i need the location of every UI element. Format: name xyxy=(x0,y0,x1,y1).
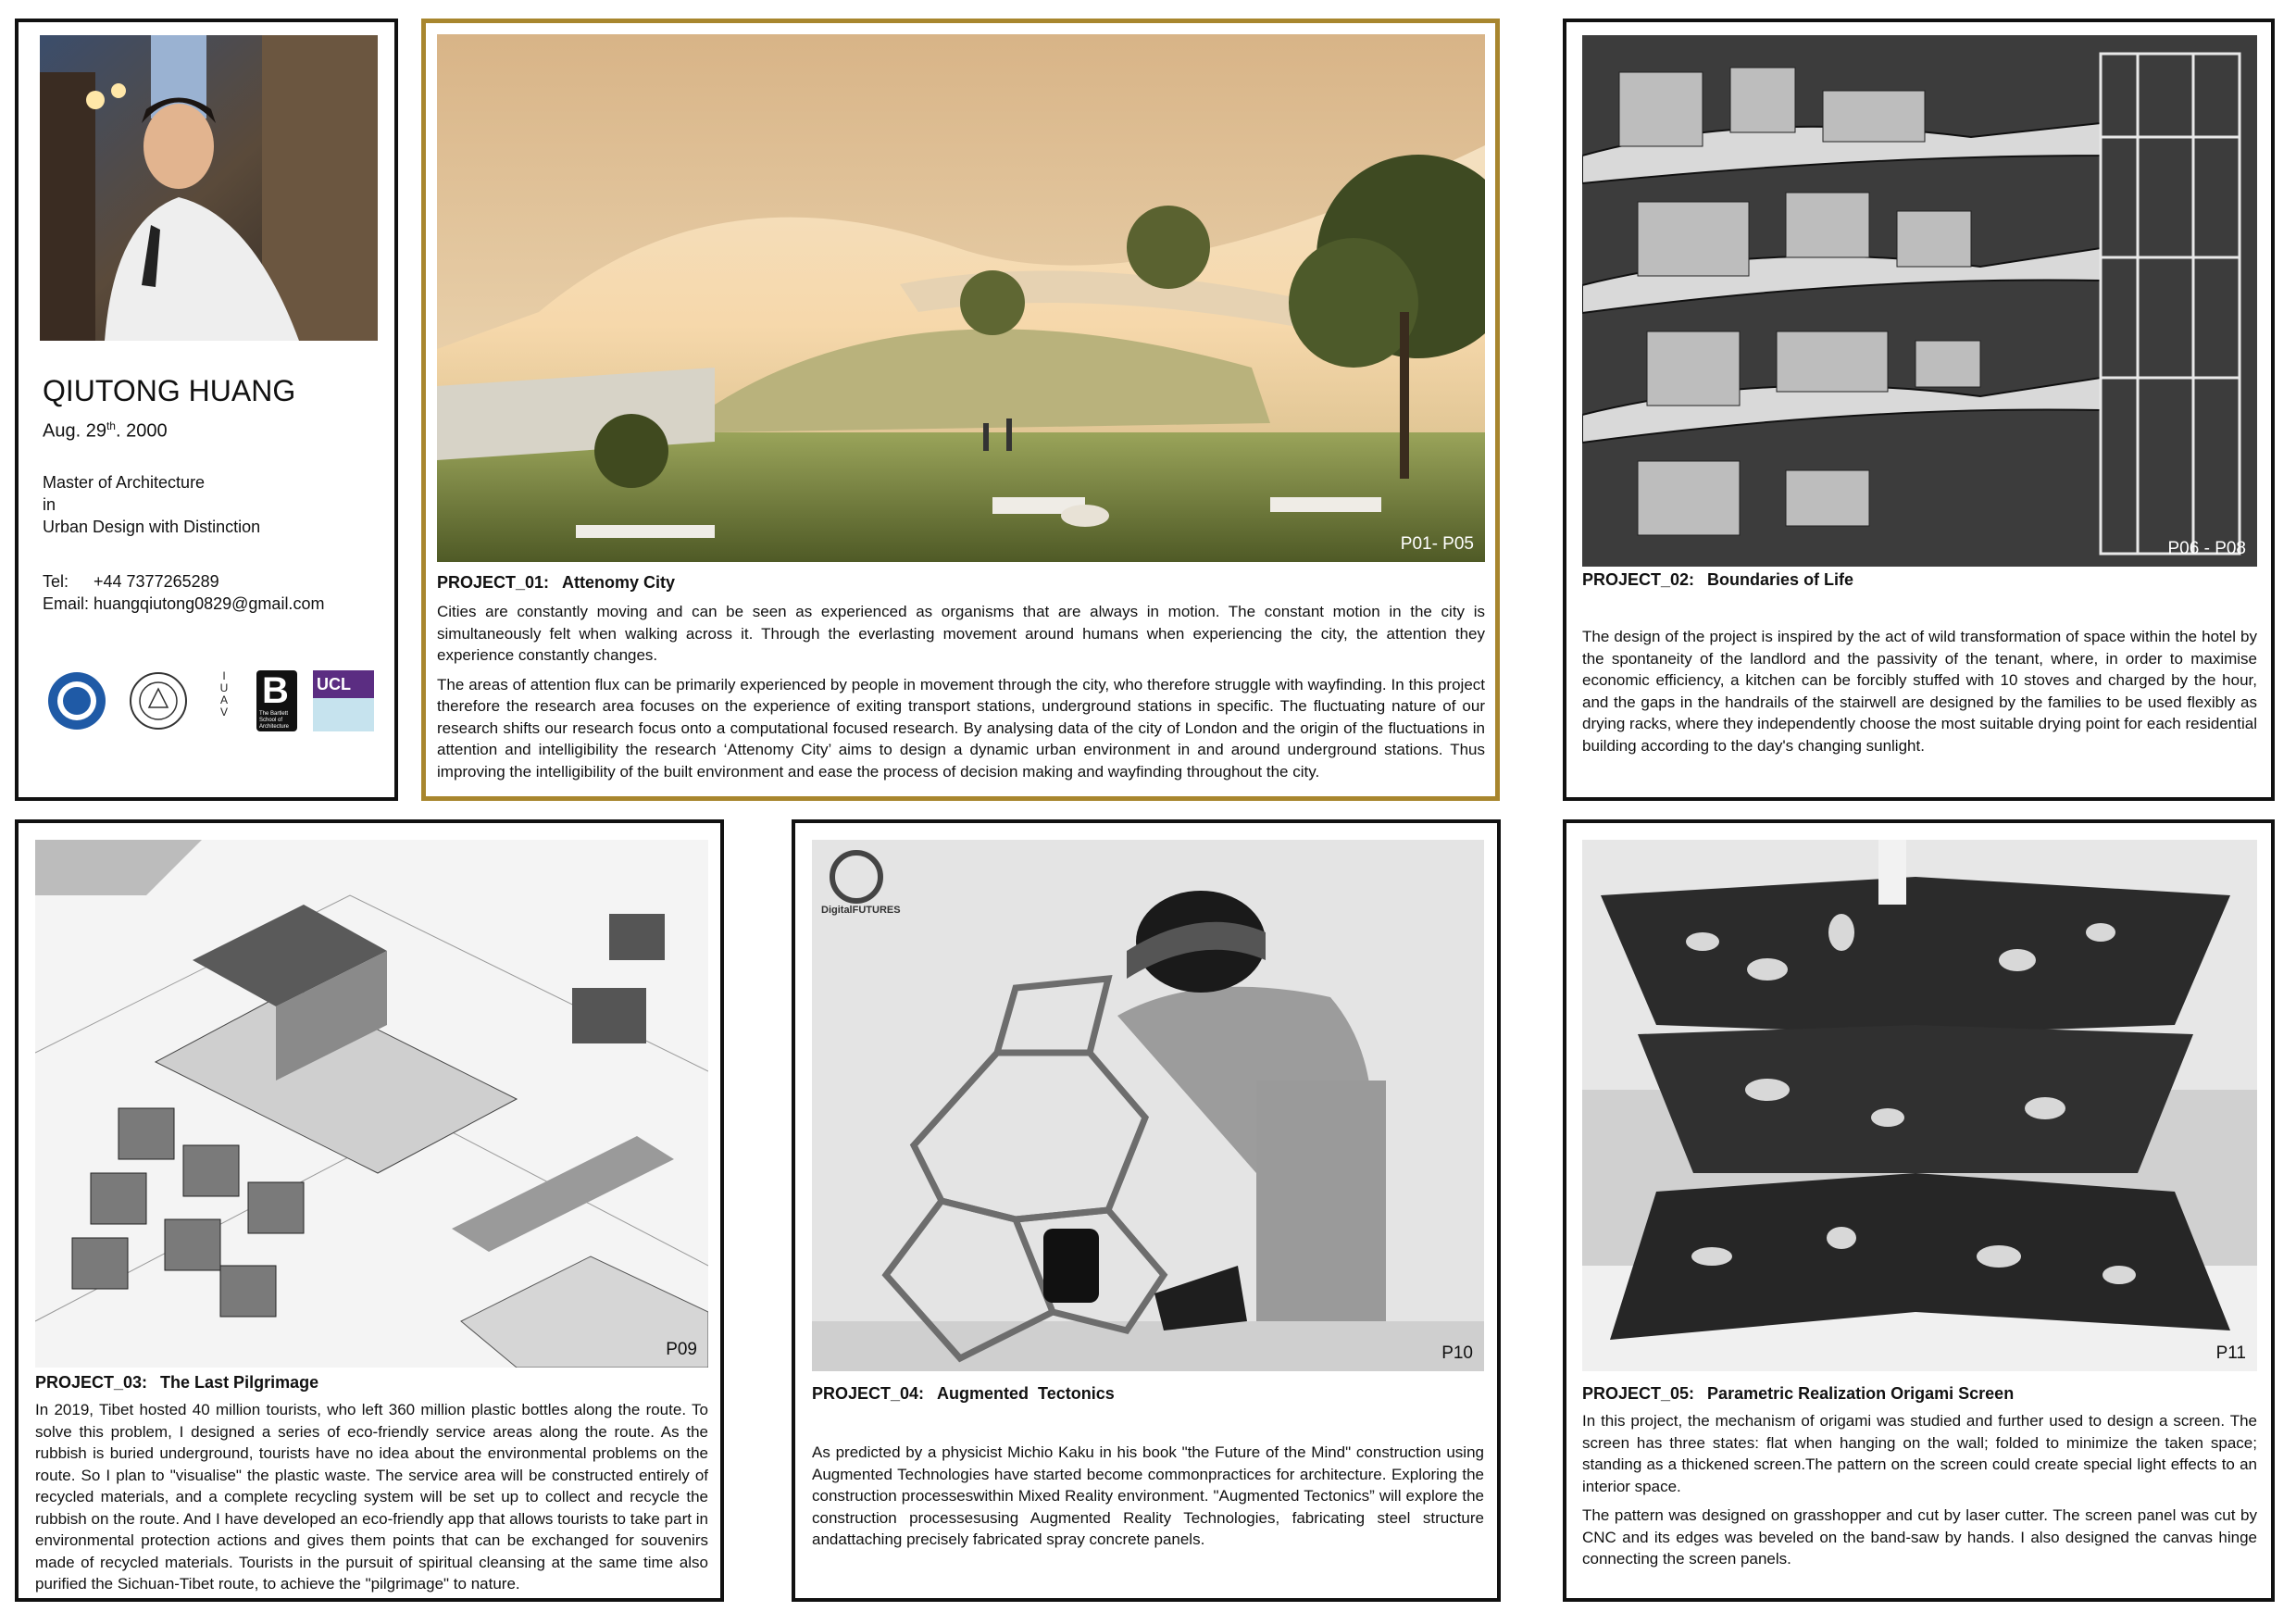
project-01-render xyxy=(437,34,1485,562)
phone-number[interactable]: +44 7377265289 xyxy=(94,572,219,591)
project-04-panel xyxy=(792,819,1501,1602)
project-05-page-range: P11 xyxy=(2215,1343,2246,1363)
project-05-panel xyxy=(1563,819,2275,1602)
email-link[interactable]: huangqiutong0829@gmail.com xyxy=(94,594,325,613)
project-01-title: PROJECT_01: Attenomy City xyxy=(437,573,676,592)
project-04-page-range: P10 xyxy=(1441,1343,1473,1363)
project-05-title: PROJECT_05: Parametric Realization Origami Screen xyxy=(1582,1384,2015,1403)
project-02-title: PROJECT_02: Boundaries of Life xyxy=(1582,570,1854,589)
project-02-panel xyxy=(1563,19,2275,801)
date-of-birth: Aug. 29th. 2000 xyxy=(43,419,168,442)
project-01-panel xyxy=(421,19,1500,801)
profile-panel xyxy=(15,19,398,801)
project-05-description: In this project, the mechanism of origami was studied and further used to design a screen. The screen has three states: flat when hanging on the wall; folded to minimize the taken space; standing as a thickened screen.The pattern on the screen could create special light effects to an interior space. The pattern was designed on grasshopper and cut by laser cutter. The screen panel was cut by CNC and its edges was beveled on the band-saw by hands. I also designed the canvas hinge connecting the screen panels. xyxy=(1582,1412,2257,1568)
ucl-logo: UCL xyxy=(313,670,374,731)
person-name: QIUTONG HUANG xyxy=(43,374,296,407)
project-03-page-range: P09 xyxy=(666,1340,697,1359)
degree: Master of Architecture in Urban Design with Distinction xyxy=(43,473,261,536)
bartlett-logo: B The Bartlett School of Architecture xyxy=(256,670,297,731)
project-04-description: As predicted by a physicist Michio Kaku in his book "the Future of the Mind" construction using Augmented Technologies have started become commonpractices for architecture. Exploring the construction processeswithin Mixed Reality environment. "Augmented Tectonics” will explore the construction processesusing Augmented Reality Technologies, fabricating steel structure andattaching precisely fabricated spray concrete panels. xyxy=(812,1443,1484,1548)
project-02-description: The design of the project is inspired by the act of wild transformation of space within the hotel by the spontaneity of the landlord and the passivity of the tenant, where, in order to maximise economic efficiency, a kitchen can be forcibly stuffed with 10 stoves and charged by the hour, and the gaps in the handrails of the stairwell are designed by the families to be used flexibly as drying racks, where they independently choose the most suitable drying point for each residential building according to the day's changing sunlight. xyxy=(1582,628,2257,755)
beijing-university-logo xyxy=(46,670,107,731)
project-03-panel xyxy=(15,819,724,1602)
seal-logo xyxy=(128,670,189,731)
project-05-photo xyxy=(1582,840,2257,1371)
project-02-page-range: P06 - P08 xyxy=(2167,539,2246,558)
project-01-page-range: P01- P05 xyxy=(1400,534,1474,554)
contact-info: Tel: +44 7377265289 Email: huangqiutong0829@gmail.com xyxy=(43,572,325,613)
project-04-photo xyxy=(812,840,1484,1371)
project-03-description: In 2019, Tibet hosted 40 million tourists, who left 360 million plastic bottles along the route. To solve this problem, I designed a series of eco-friendly service areas along the route. As the rubbish is buried underground, tourists have no idea about the environmental problems on the route. So I plan to "visualise" the plastic waste. The service area will be constructed entirely of recycled materials, and a complete recycling system will be set up to collect and recycle the rubbish on the route. And I have developed an eco-friendly app that allows tourists to take part in environmental protection actions and gives them points that can be exchanged for souvenirs made of recycled materials. Tourists in the pursuit of spiritual cleansing at the same time also purified the Sichuan-Tibet route, to achieve the "pilgrimage" to nature. xyxy=(35,1401,708,1593)
project-02-section-drawing xyxy=(1582,35,2257,567)
digitalfutures-watermark: DigitalFUTURES xyxy=(821,905,901,916)
iuav-logo: I U A V xyxy=(219,669,229,718)
project-01-description: Cities are constantly moving and can be seen as experienced as organisms that are always in motion. The constant motion in the city is simultaneously felt when walking across it. Through the everlasting movement around humans when experiencing the city, the attention they experience constantly changes. The areas of attention flux can be primarily experienced by people in movement through the city, who therefore struggle with wayfinding. In this project therefore the research area focuses on the experience of exiting transport stations, underground stations in specific. The fluctuating nature of our research shifts our research focus onto a computational focused research. By analysing data of the city of London and the origin of the fluctuations in attention and intelligibility the research ‘Attenomy City’ aims to design a dynamic urban environment in and around underground stations. Thus improving the intelligibility of the built environment and ease the process of decision making and wayfinding throughout the city. xyxy=(437,603,1485,781)
profile-photo xyxy=(40,35,378,341)
project-03-axonometric xyxy=(35,840,708,1368)
project-03-title: PROJECT_03: The Last Pilgrimage xyxy=(35,1373,319,1392)
project-04-title: PROJECT_04: Augmented Tectonics xyxy=(812,1384,1115,1403)
